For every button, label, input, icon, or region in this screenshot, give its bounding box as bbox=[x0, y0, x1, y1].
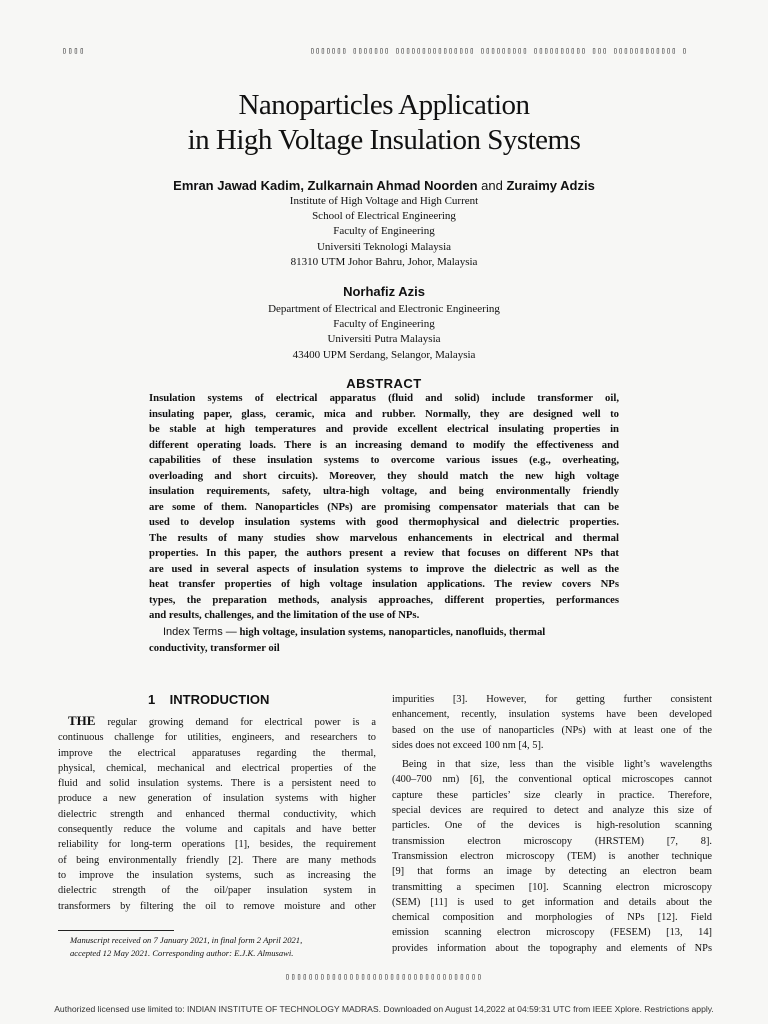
affiliation-2 bbox=[0, 302, 768, 363]
dropcap: THE bbox=[68, 713, 96, 728]
abstract-line: used to develop insulation systems with good thermophysical and dielectric properties. bbox=[149, 516, 619, 528]
footnote-rule bbox=[58, 930, 174, 931]
body-line: (400–700 nm) [6], the conventional optical microscopes cannot bbox=[392, 774, 712, 786]
body-line: transformers by filtering the oil to remove moisture and other bbox=[58, 900, 376, 912]
abstract-line: Insulation systems of electrical apparatus (fluid and solid) include transformer oil, bbox=[149, 392, 619, 404]
body-line: of being environmentally friendly [2]. There are many methods bbox=[58, 854, 376, 866]
body-line: special devices are required to detect and analyze this size of bbox=[392, 805, 712, 817]
abstract-line: different operating loads. There is an increasing demand to modify the effectiveness and bbox=[149, 438, 619, 451]
body-line: Being in that size, less than the visible light’s wavelengths bbox=[402, 759, 712, 771]
abstract-line: and results, challenges, and the limitation of the use of NPs. bbox=[149, 609, 420, 621]
affiliation-line: Universiti Teknologi Malaysia bbox=[316, 240, 452, 253]
body-line: sides does not exceed 100 nm [4, 5]. bbox=[392, 739, 544, 751]
right-column bbox=[392, 692, 712, 956]
index-terms-line-1: high voltage, insulation systems, nanoparticles, nanofluids, thermal bbox=[239, 626, 546, 638]
body-line: capture these particles’ size clearly in practice. Therefore, bbox=[392, 789, 712, 801]
body-line: (SEM) [11] is used to get information and details about the bbox=[392, 896, 712, 908]
body-line: continuous challenge for utilities, engineers, and researchers to bbox=[58, 732, 376, 744]
footer-code: ▯▯▯▯▯▯▯▯▯▯▯▯▯▯▯▯▯▯▯▯▯▯▯▯▯▯▯▯▯▯▯▯▯▯ bbox=[285, 972, 483, 981]
abstract-line: are some of them. Nanoparticles (NPs) are promising compensator materials that can be bbox=[149, 500, 619, 513]
affiliation-line: School of Electrical Engineering bbox=[312, 210, 456, 223]
body-line-text: regular growing demand for electrical power is a bbox=[95, 717, 376, 728]
affiliation-1 bbox=[0, 194, 768, 270]
body-line: to improve the insulation systems, such as increasing the bbox=[58, 869, 376, 881]
body-line: provides information about the topography and elements of NPs bbox=[392, 942, 712, 954]
body-line: enhancement, recently, insulation systems have been developed bbox=[392, 709, 712, 721]
body-line: emission scanning electron microscopy (FESEM) [13, 14] bbox=[392, 927, 712, 939]
header-left-code: ▯▯▯▯ bbox=[62, 46, 86, 55]
title-line-1: Nanoparticles Application bbox=[238, 89, 530, 121]
index-terms-line-2: conductivity, transformer oil bbox=[149, 642, 280, 654]
body-line: fluid and solid insulation systems. There is a persistent need to bbox=[58, 778, 376, 790]
header-right-code: ▯▯▯▯▯▯▯ ▯▯▯▯▯▯▯ ▯▯▯▯▯▯▯▯▯▯▯▯▯▯▯ ▯▯▯▯▯▯▯▯▯ ▯▯▯▯▯▯▯▯▯▯ ▯▯▯ ▯▯▯▯▯▯▯▯▯▯▯▯ ▯ bbox=[310, 46, 688, 55]
abstract-heading: ABSTRACT bbox=[346, 376, 422, 391]
affiliation-line: Department of Electrical and Electronic Engineering bbox=[268, 303, 500, 315]
body-line: chemical composition and morphologies of NPs [12]. Field bbox=[392, 912, 712, 924]
abstract-line: The results of many studies show marvelous enhancements in electrical and thermal bbox=[149, 531, 619, 544]
abstract-line: insulation requirements, safety, ultra-high voltage, and being environmentally friendly bbox=[149, 485, 619, 497]
body-line: [9] that forms an image by detecting an electron beam bbox=[392, 866, 712, 878]
abstract-line: heat transfer properties of high voltage insulation applications. The review covers NPs bbox=[149, 578, 619, 590]
body-line: physical, chemical, mechanical and electrical properties of the bbox=[58, 762, 376, 774]
abstract-line: capabilities of these insulation systems to overcome various issues (e.g., overheating, bbox=[149, 454, 619, 466]
author-names: Emran Jawad Kadim, Zulkarnain Ahmad Noorden bbox=[173, 178, 478, 193]
license-notice: Authorized licensed use limited to: INDIAN INSTITUTE OF TECHNOLOGY MADRAS. Downloaded on August 14,2022 at 04:59:31 UTC from IEEE Xplore. Restrictions apply. bbox=[54, 1004, 714, 1014]
affiliation-line: Institute of High Voltage and High Current bbox=[289, 195, 479, 207]
paper-title bbox=[0, 88, 768, 158]
author-last: Zuraimy Adzis bbox=[506, 178, 595, 193]
author-list bbox=[0, 178, 768, 193]
affiliation-line: Universiti Putra Malaysia bbox=[327, 333, 441, 346]
body-line: particles. One of the devices is high-resolution scanning bbox=[392, 820, 712, 832]
body-line: reliability for long-term operations [1], besides, the requirement bbox=[58, 839, 376, 851]
index-terms bbox=[149, 624, 619, 656]
abstract-line: are used in several aspects of insulation systems to improve the dielectric as well as the bbox=[149, 562, 619, 575]
affiliation-line: 43400 UPM Serdang, Selangor, Malaysia bbox=[292, 348, 476, 361]
abstract-line: be stable at high temperatures and provide excellent electrical insulating properties in bbox=[149, 423, 619, 435]
affiliation-line: 81310 UTM Johor Bahru, Johor, Malaysia bbox=[290, 255, 478, 268]
footnote-line: accepted 12 May 2021. Corresponding author: E.J.K. Almusawi. bbox=[70, 948, 294, 958]
footnote bbox=[70, 934, 302, 960]
left-column bbox=[58, 713, 376, 914]
author-conjunction: and bbox=[481, 178, 503, 193]
abstract-line: overloading and short circuits). Moreover, they should match the new high voltage bbox=[149, 469, 619, 482]
body-line: impurities [3]. However, for getting further consistent bbox=[392, 694, 712, 705]
body-line: based on the use of nanoparticles (NPs) with at least one of the bbox=[392, 724, 712, 736]
body-line: transmitting a specimen [10]. Scanning electron microscopy bbox=[392, 881, 712, 893]
body-line: dielectric strength and enhanced thermal conductivity, which bbox=[58, 808, 376, 820]
abstract-line: properties. In this paper, the authors present a review that focuses on different NPs that bbox=[149, 547, 619, 559]
section-heading: 1 INTRODUCTION bbox=[148, 692, 270, 707]
footnote-line: Manuscript received on 7 January 2021, in final form 2 April 2021, bbox=[70, 935, 303, 945]
body-line: consequently reduce the volume and capitals and have better bbox=[58, 824, 376, 836]
body-line: Transmission electron microscopy (TEM) is another technique bbox=[392, 850, 712, 862]
abstract-body bbox=[149, 391, 619, 624]
abstract-line: types, the preparation methods, analysis approaches, different properties, performances bbox=[149, 593, 619, 606]
index-terms-label: Index Terms — bbox=[163, 626, 237, 638]
body-line: transmission electron microscopy (HRSTEM) [7, 8]. bbox=[392, 835, 712, 847]
body-line: produce a new generation of insulation systems with higher bbox=[58, 793, 376, 805]
affiliation-line: Faculty of Engineering bbox=[333, 318, 435, 331]
body-line: dielectric strength of the oil/paper insulation system in bbox=[58, 885, 376, 897]
abstract-line: insulating paper, glass, ceramic, mica and rubber. Normally, they are designed well to bbox=[149, 407, 619, 420]
title-line-2: in High Voltage Insulation Systems bbox=[187, 124, 581, 156]
body-line bbox=[58, 713, 376, 730]
affiliation-line: Faculty of Engineering bbox=[333, 225, 435, 238]
author-2: Norhafiz Azis bbox=[343, 284, 425, 299]
body-line: improve the electrical apparatuses regarding the thermal, bbox=[58, 747, 376, 759]
